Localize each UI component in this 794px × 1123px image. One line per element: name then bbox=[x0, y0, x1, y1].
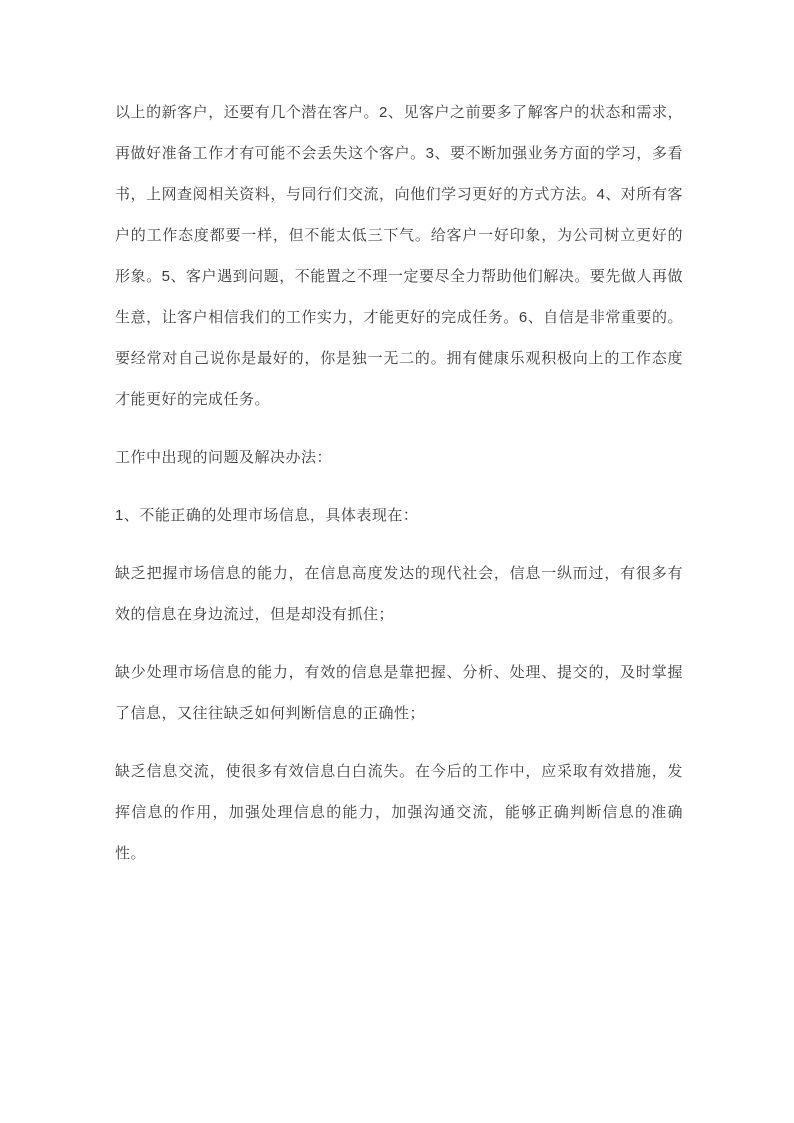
document-body bbox=[115, 92, 683, 874]
body-paragraph: 缺少处理市场信息的能力，有效的信息是靠把握、分析、处理、提交的，及时掌握了信息，又往往缺乏如何判断信息的正确性； bbox=[115, 664, 683, 722]
body-paragraph: 缺乏把握市场信息的能力，在信息高度发达的现代社会，信息一纵而过，有很多有效的信息在身边流过，但是却没有抓住； bbox=[115, 565, 683, 623]
body-paragraph: 缺乏信息交流，使很多有效信息白白流失。在今后的工作中，应采取有效措施，发挥信息的作用，加强处理信息的能力，加强沟通交流，能够正确判断信息的准确性。 bbox=[115, 763, 683, 862]
section-heading-problems: 工作中出现的问题及解决办法： bbox=[115, 449, 333, 466]
list-item-heading: 1、不能正确的处理市场信息，具体表现在： bbox=[115, 507, 419, 524]
body-paragraph-continuation: 以上的新客户，还要有几个潜在客户。2、见客户之前要多了解客户的状态和需求，再做好准备工作才有可能不会丢失这个客户。3、要不断加强业务方面的学习，多看书，上网查阅相关资料，与同行们交流，向他们学习更好的方式方法。4、对所有客户的工作态度都要一样，但不能太低三下气。给客户一好印象，为公司树立更好的形象。5、客户遇到问题，不能置之不理一定要尽全力帮助他们解决。要先做人再做生意，让客户相信我们的工作实力，才能更好的完成任务。6、自信是非常重要的。要经常对自己说你是最好的，你是独一无二的。拥有健康乐观积极向上的工作态度才能更好的完成任务。 bbox=[115, 104, 683, 408]
